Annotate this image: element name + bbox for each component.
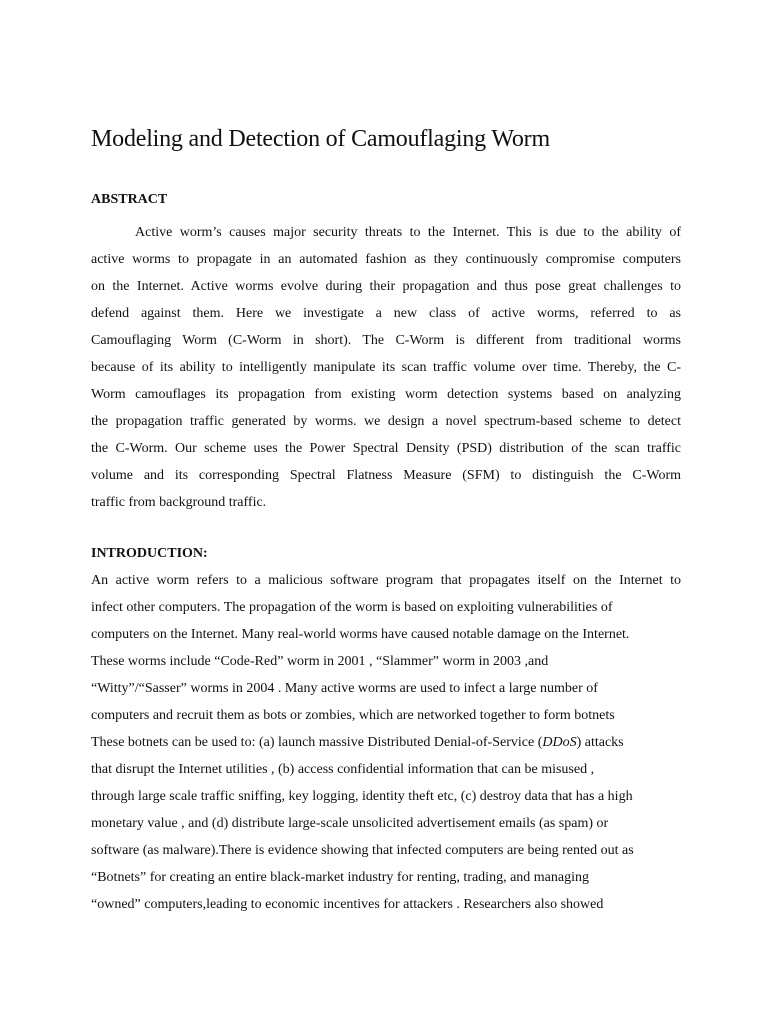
introduction-line: An active worm refers to a malicious software program that propagates itself on the Internet to bbox=[91, 573, 681, 588]
abstract-heading: ABSTRACT bbox=[91, 192, 168, 207]
abstract-line: active worms to propagate in an automated fashion as they continuously compromise computers bbox=[91, 252, 681, 267]
abstract-line: defend against them. Here we investigate a new class of active worms, referred to as bbox=[91, 306, 681, 321]
introduction-line: “Witty”/“Sasser” worms in 2004 . Many active worms are used to infect a large number of bbox=[91, 681, 598, 696]
document-title: Modeling and Detection of Camouflaging Worm bbox=[91, 126, 550, 152]
abstract-line: traffic from background traffic. bbox=[91, 495, 267, 510]
introduction-line: through large scale traffic sniffing, key logging, identity theft etc, (c) destroy data that has a high bbox=[91, 789, 633, 804]
introduction-heading: INTRODUCTION: bbox=[91, 546, 208, 561]
introduction-body bbox=[91, 567, 681, 918]
introduction-line-part: ) attacks bbox=[576, 735, 624, 750]
introduction-line bbox=[91, 729, 681, 756]
abstract-line: because of its ability to intelligently manipulate its scan traffic volume over time. Thereby, the C- bbox=[91, 360, 681, 375]
introduction-line: infect other computers. The propagation of the worm is based on exploiting vulnerabilities of bbox=[91, 600, 613, 615]
introduction-line: computers and recruit them as bots or zombies, which are networked together to form botnets bbox=[91, 708, 615, 723]
abstract-line: Worm camouflages its propagation from existing worm detection systems based on analyzing bbox=[91, 387, 681, 402]
introduction-line-part: These botnets can be used to: (a) launch massive Distributed Denial-of-Service ( bbox=[91, 735, 543, 750]
abstract-line: on the Internet. Active worms evolve during their propagation and thus pose great challenges to bbox=[91, 279, 681, 294]
introduction-line: “Botnets” for creating an entire black-market industry for renting, trading, and managing bbox=[91, 870, 589, 885]
introduction-line: that disrupt the Internet utilities , (b) access confidential information that can be misused , bbox=[91, 762, 595, 777]
abstract-body bbox=[91, 219, 681, 516]
ddos-term: DDoS bbox=[542, 735, 577, 750]
introduction-line: computers on the Internet. Many real-world worms have caused notable damage on the Internet. bbox=[91, 627, 630, 642]
abstract-line: the propagation traffic generated by worms. we design a novel spectrum-based scheme to detect bbox=[91, 414, 681, 429]
abstract-line: the C-Worm. Our scheme uses the Power Spectral Density (PSD) distribution of the scan traffic bbox=[91, 441, 681, 456]
introduction-line: software (as malware).There is evidence showing that infected computers are being rented out as bbox=[91, 843, 634, 858]
introduction-line: monetary value , and (d) distribute large-scale unsolicited advertisement emails (as spam) or bbox=[91, 816, 609, 831]
abstract-line: Camouflaging Worm (C-Worm in short). The C-Worm is different from traditional worms bbox=[91, 333, 681, 348]
abstract-line: Active worm’s causes major security threats to the Internet. This is due to the ability of bbox=[135, 225, 681, 240]
abstract-line: volume and its corresponding Spectral Flatness Measure (SFM) to distinguish the C-Worm bbox=[91, 468, 681, 483]
introduction-line: These worms include “Code-Red” worm in 2001 , “Slammer” worm in 2003 ,and bbox=[91, 654, 549, 669]
introduction-line: “owned” computers,leading to economic incentives for attackers . Researchers also showed bbox=[91, 897, 604, 912]
